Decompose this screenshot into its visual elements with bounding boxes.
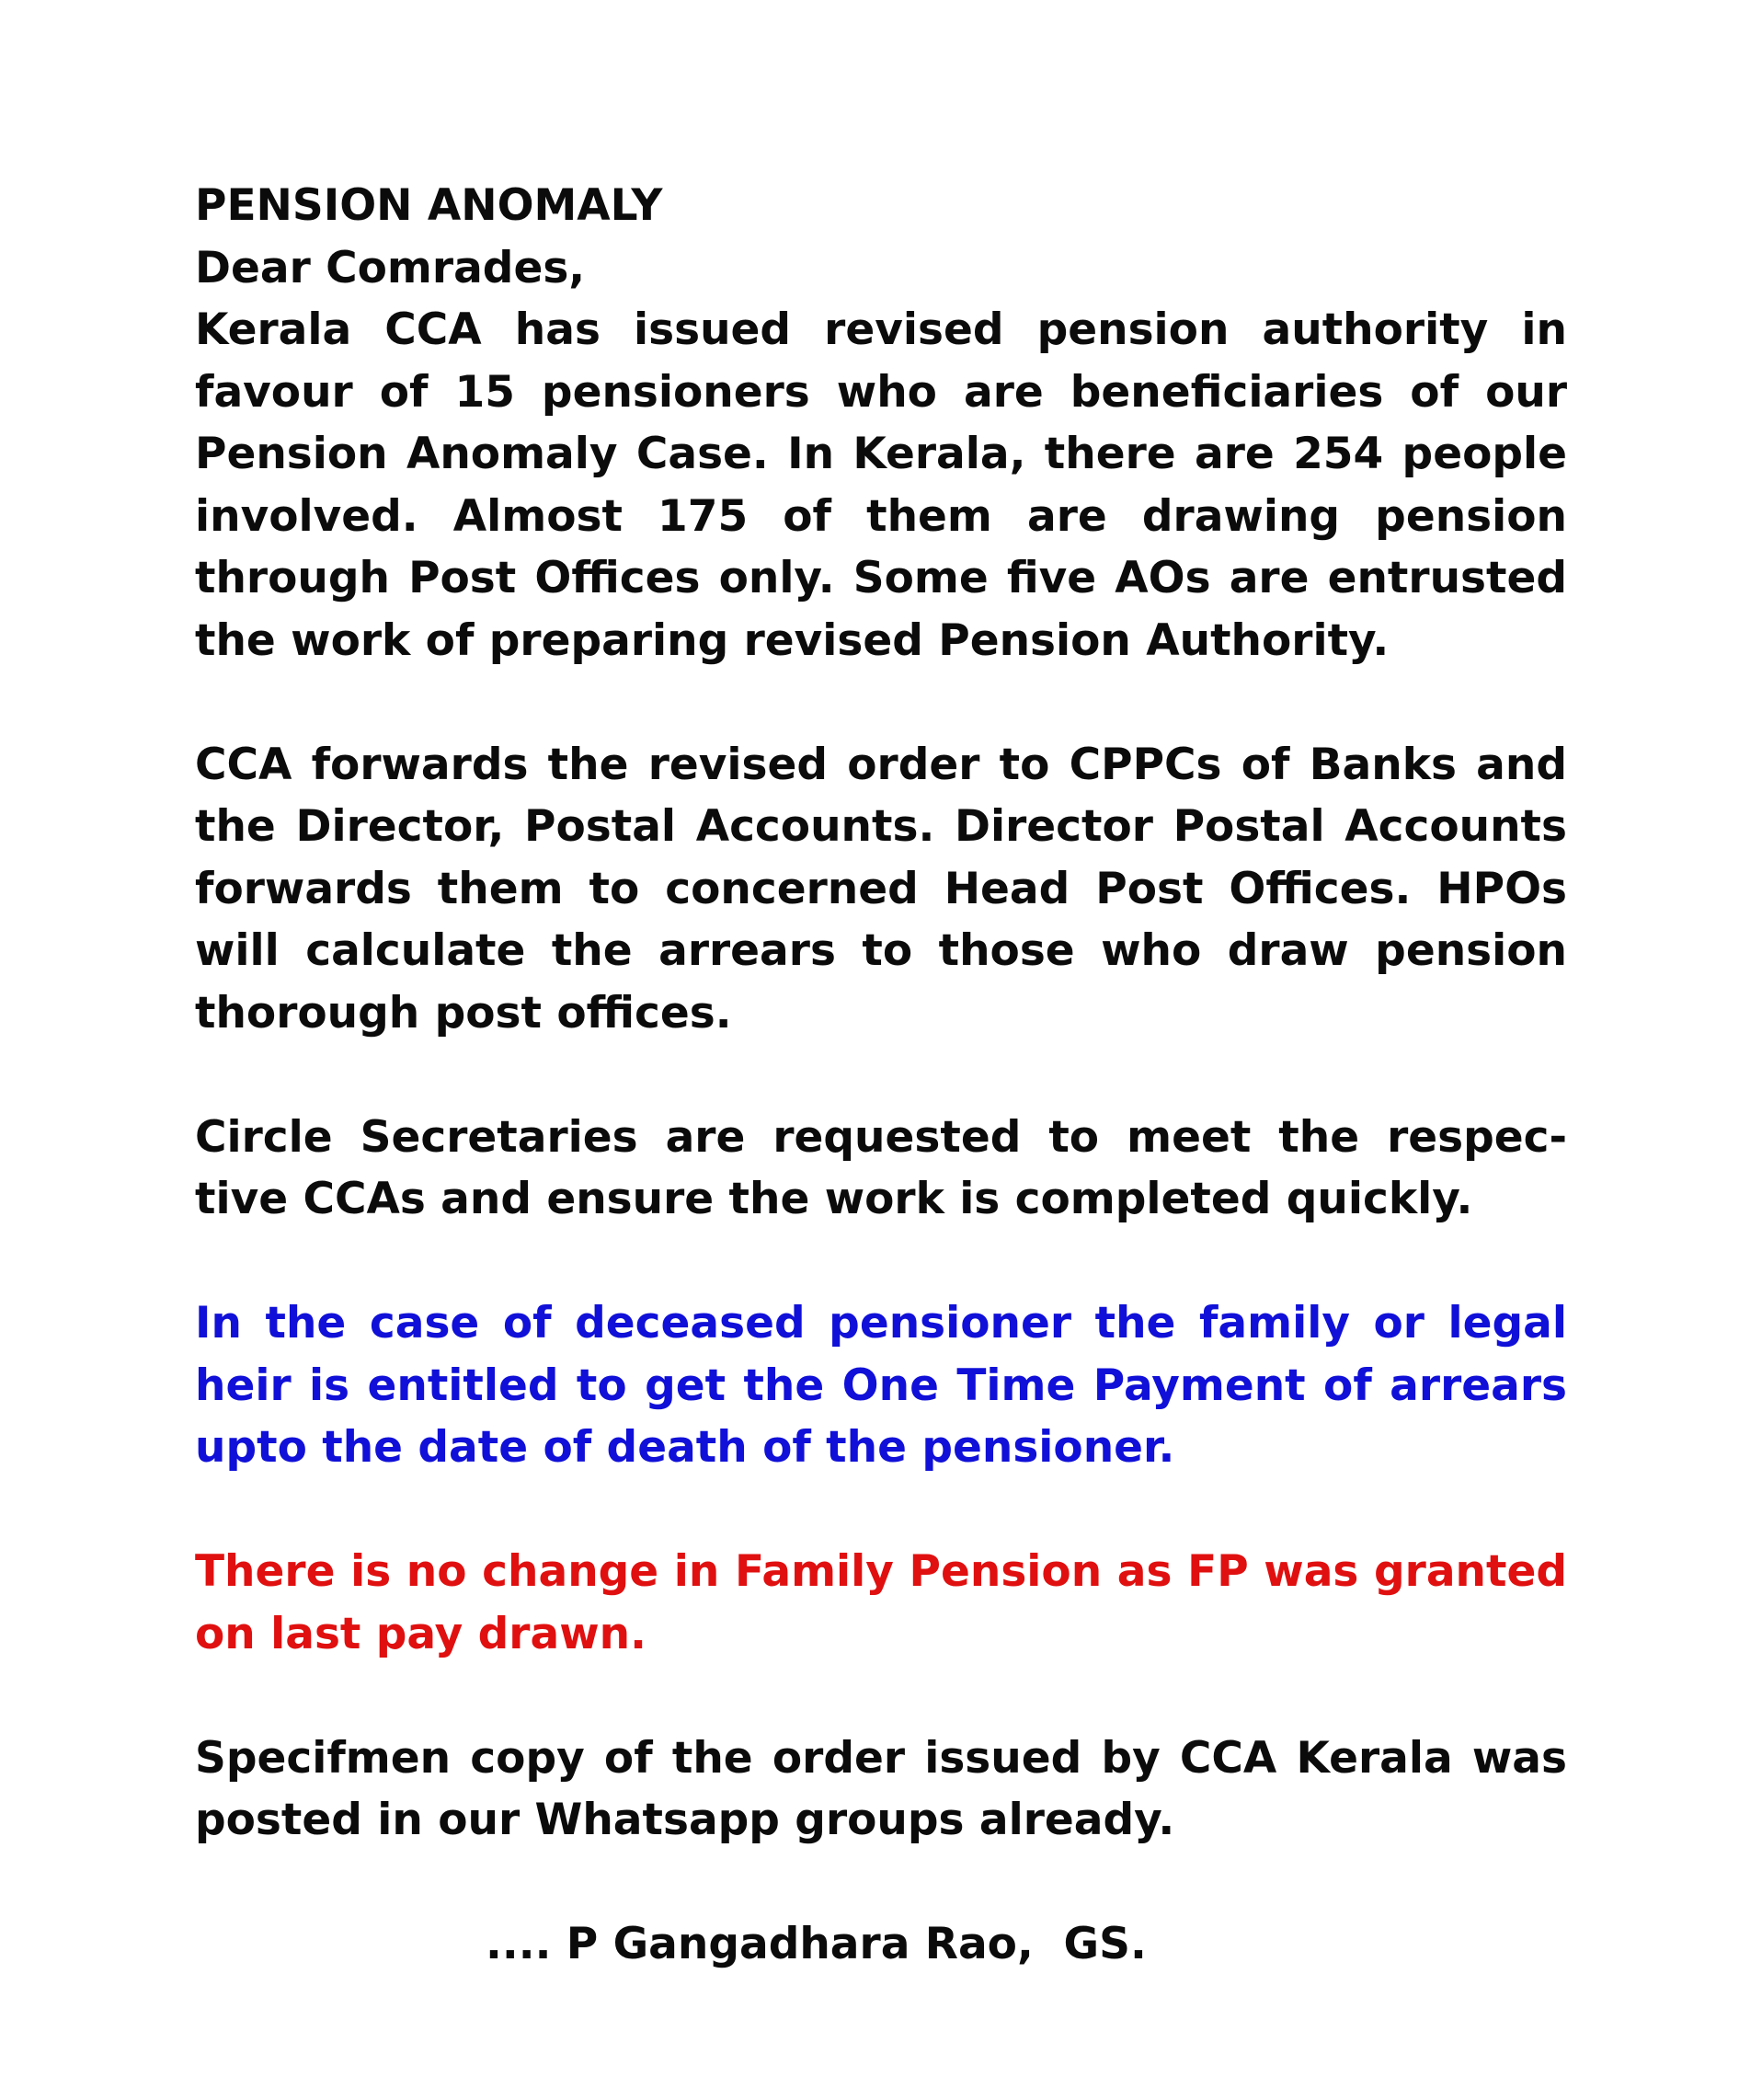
salutation: Dear Comrades, <box>195 242 586 293</box>
paragraph-circle-secretaries: Circle Secretaries are requested to meet the respec-tive CCAs and ensure the work is completed quickly. <box>195 1111 1567 1224</box>
paragraph-order-forwarding: CCA forwards the revised order to CPPCs of Banks and the Director, Postal Accounts. Director Postal Accounts forwards them to concerned Head Post Offices. HPOs will calculate the arrears to those who draw pension thorough post offices. <box>195 739 1567 1039</box>
paragraph-family-pension: There is no change in Family Pension as FP was granted on last pay drawn. <box>195 1546 1567 1659</box>
document-title: PENSION ANOMALY <box>195 180 663 231</box>
notice-document <box>195 175 1567 1976</box>
paragraph-deceased-pensioner: In the case of deceased pensioner the family or legal heir is entitled to get the One Time Payment of arrears upto the date of death of the pensioner. <box>195 1298 1567 1473</box>
signature: .... P Gangadhara Rao, GS. <box>486 1919 1147 1969</box>
paragraph-specimen-copy: Specifmen copy of the order issued by CCA Kerala was posted in our Whatsapp groups already. <box>195 1732 1567 1845</box>
paragraph-revised-pension-authority: Kerala CCA has issued revised pension authority in favour of 15 pensioners who are beneficiaries of our Pension Anomaly Case. In Kerala, there are 254 people involved. Almost 175 of them are drawing pension through Post Offices only. Some five AOs are entrusted the work of preparing revised Pension Authority. <box>195 304 1567 666</box>
